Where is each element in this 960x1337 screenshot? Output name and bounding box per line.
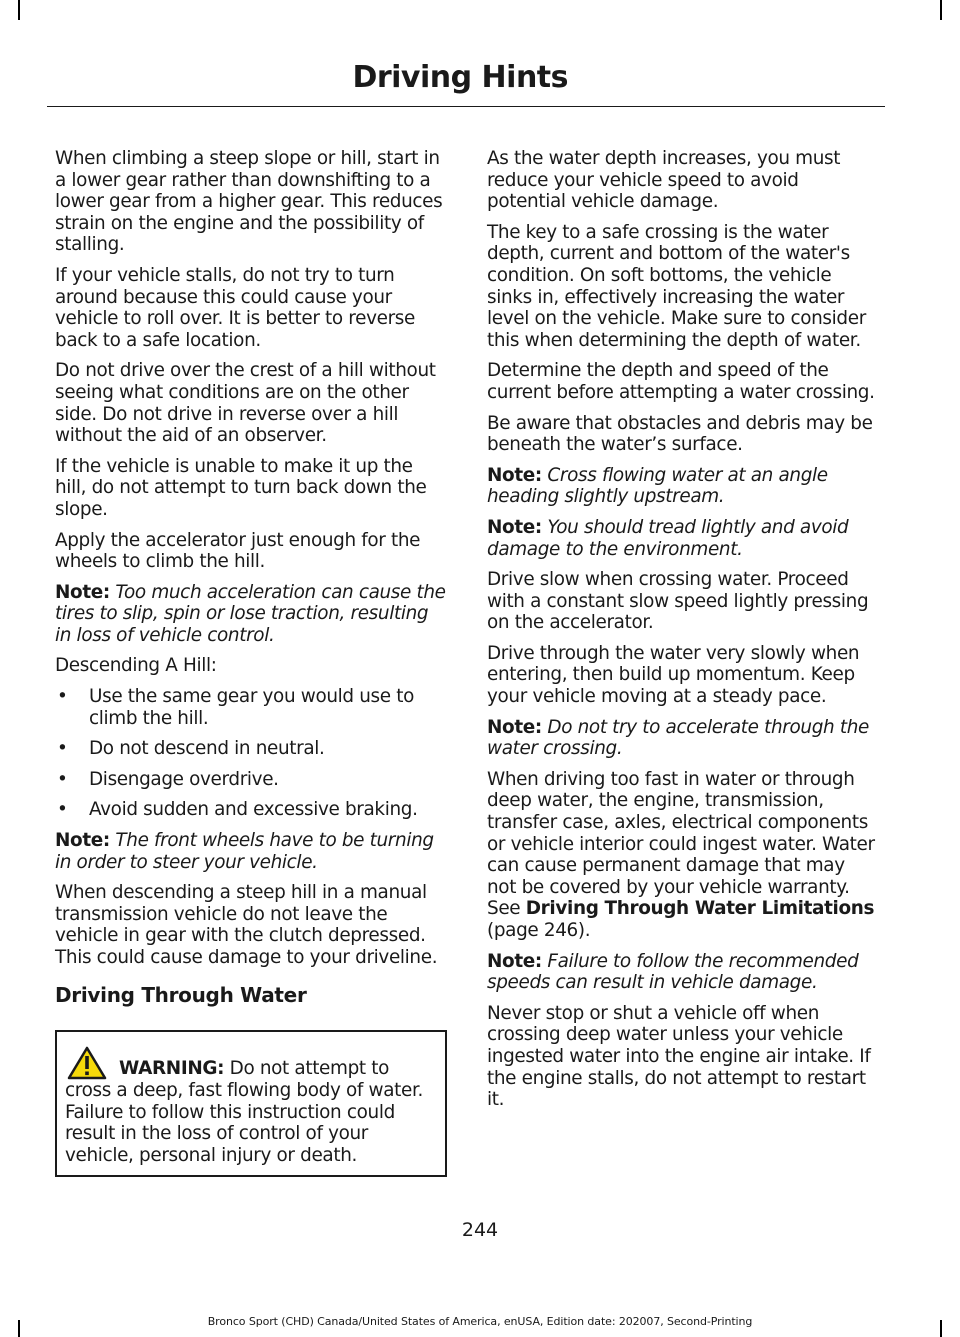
note-label: Note: — [487, 950, 542, 972]
paragraph: Do not drive over the crest of a hill without seeing what conditions are on the other side. Do not drive in reverse over a hill without the aid of an observer. — [55, 360, 436, 447]
paragraph: Never stop or shut a vehicle off when crossing deep water unless your vehicle ingested water into the engine air intake. If the engine stalls, do not attempt to restart it. — [487, 1002, 871, 1111]
warning-label: WARNING: — [119, 1058, 225, 1080]
note-text: Do not try to accelerate through the water crossing. — [487, 716, 869, 760]
note-label: Note: — [487, 464, 542, 486]
page-number: 244 — [461, 1219, 499, 1241]
section-heading: Driving Through Water — [55, 982, 307, 1007]
note-text: You should tread lightly and avoid damage to the environment. — [487, 516, 849, 560]
page-title: Driving Hints — [352, 60, 568, 95]
note — [487, 517, 879, 560]
left-column — [55, 148, 447, 1177]
note-label: Note: — [487, 516, 542, 538]
bullet-list — [55, 686, 447, 821]
paragraph: Apply the accelerator just enough for the wheels to climb the hill. — [55, 529, 421, 573]
warning-box — [55, 1030, 447, 1176]
note — [55, 830, 447, 873]
note-text: Too much acceleration can cause the tires to slip, spin or lose traction, resulting in loss of vehicle control. — [55, 581, 446, 646]
paragraph: Be aware that obstacles and debris may be beneath the water’s surface. — [487, 412, 873, 456]
cross-reference-link[interactable]: Driving Through Water Limitations — [525, 898, 875, 920]
paragraph: When descending a steep hill in a manual transmission vehicle do not leave the vehicle in gear with the clutch depressed. This could cause damage to your driveline. — [55, 882, 438, 968]
paragraph: Drive through the water very slowly when entering, then build up momentum. Keep your vehicle moving at a steady pace. — [487, 642, 860, 708]
list-item: • Disengage overdrive. — [55, 769, 447, 791]
right-column — [487, 148, 879, 1120]
paragraph: As the water depth increases, you must reduce your vehicle speed to avoid potential vehicle damage. — [487, 148, 841, 213]
note — [55, 582, 447, 647]
note-label: Note: — [55, 830, 110, 852]
warning-text: Do not attempt to cross a deep, fast flowing body of water. Failure to follow this instruction could result in the loss of control of your vehicle, personal injury or death. — [65, 1058, 423, 1166]
paragraph: Drive slow when crossing water. Proceed with a constant slow speed lightly pressing on the accelerator. — [487, 569, 869, 634]
subheading: Descending A Hill: — [55, 655, 217, 677]
list-item: • Use the same gear you would use to climb the hill. — [55, 686, 447, 729]
header-rule — [47, 106, 885, 107]
paragraph — [487, 769, 879, 942]
note-label: Note: — [55, 581, 110, 603]
note-text: The front wheels have to be turning in order to steer your vehicle. — [55, 830, 434, 873]
note — [487, 465, 879, 508]
paragraph: The key to a safe crossing is the water depth, current and bottom of the water's condition. On soft bottoms, the vehicle sinks in, effectively increasing the water level on the vehicle. Make sure to consider this when determining the depth of water. — [487, 221, 866, 351]
page-reference: (page 246). — [487, 920, 591, 941]
note-text: Cross flowing water at an angle heading slightly upstream. — [487, 464, 828, 508]
note — [487, 717, 879, 760]
paragraph: When climbing a steep slope or hill, start in a lower gear rather than downshifting to a lower gear from a higher gear. This reduces strain on the engine and the possibility of stalling. — [55, 148, 443, 256]
paragraph-text: When driving too fast in water or through deep water, the engine, transmission, transfer case, axles, electrical components or vehicle interior could ingest water. Water can cause permanent damage that may not be covered by your vehicle warranty. See — [487, 768, 875, 920]
list-item: • Avoid sudden and excessive braking. — [55, 799, 447, 821]
footer-edition-info: Bronco Sport (CHD) Canada/United States of America, enUSA, Edition date: 202007, Second-Printing — [207, 1315, 753, 1328]
note-text: Failure to follow the recommended speeds can result in vehicle damage. — [487, 950, 859, 994]
paragraph: If your vehicle stalls, do not try to turn around because this could cause your vehicle to roll over. It is better to reverse back to a safe location. — [55, 264, 415, 351]
crop-mark-top-right — [940, 0, 942, 20]
note — [487, 951, 879, 994]
list-item: • Do not descend in neutral. — [55, 738, 447, 760]
paragraph: If the vehicle is unable to make it up the hill, do not attempt to turn back down the slope. — [55, 455, 427, 520]
crop-mark-top-left — [18, 0, 20, 20]
note-label: Note: — [487, 716, 542, 738]
warning-triangle-icon — [67, 1046, 107, 1080]
paragraph: Determine the depth and speed of the current before attempting a water crossing. — [487, 360, 875, 403]
